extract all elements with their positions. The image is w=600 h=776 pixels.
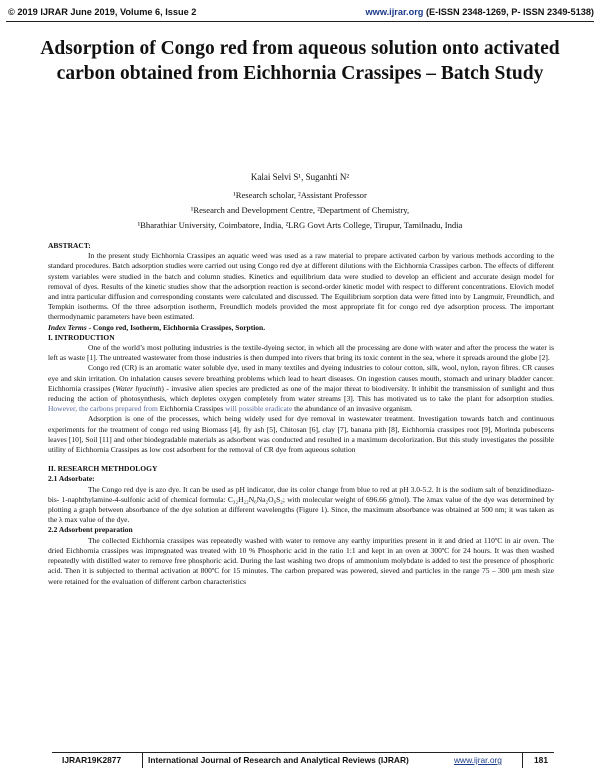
adsorbate-paragraph: The Congo red dye is azo dye. It can be used as pH indicator, due its color change from blue to red at pH 3.0-5.2. It is the sodium salt of benzidinediazo-bis- 1-naphthylamine-4-sulfonic acid of chemical formula: C₃₂H₂₂N₆Na₂O₆S₂; with molecular weight of 696.66 g/mol). The λmax value of the dye was determined by plotting a graph between absorbance of the dye solution at different wavelengths (Figure 1). Since, the maximum absorbance was obtained at 500 nm; it was taken as the λ max value of the dye.	[48, 484, 554, 525]
introduction-heading: I. INTRODUCTION	[48, 332, 115, 342]
running-footer	[52, 752, 554, 767]
methodology-heading: II. RESEARCH METHDOLOGY	[48, 464, 158, 474]
author-affiliation-2: ¹Research and Development Centre, ²Department of Chemistry,	[190, 205, 410, 215]
abstract-text: In the present study Eichhornia Crassipes an aquatic weed was used as a raw material to prepare activated carbon by various methods according to the standard procedures. Batch adsorption studies were carried out using Congo red dye at different dilutions with the Eichhornia Crassipes carbon. The effects of different system variables were studied in the batch and column studies. Kinetics and equilibrium data were studied to develop an efficient and accurate design model for removal of dyes. Results of the kinetic studies show that the adsorption reaction is second-order kinetic model with respect to different concentrations. Elovich model and intra particular diffusion and corresponding constants were calculated and discussed. The Equilibrium sorption data were fitted into by Langmuir, Freundlich, and Tempkin isotherms. Of the three adsorption isotherm, Freundlich models provided the most appropriate fit for congo red dye adsorption process. The important thermodynamic parameters have been estimated.	[48, 251, 554, 322]
header-right	[366, 7, 594, 17]
adsorbent-subheading: 2.2 Adsorbent preparation	[48, 525, 133, 535]
author-block	[0, 170, 600, 233]
index-terms-value: - Congo red, Isotherm, Eichhornia Crassipes, Sorption.	[86, 322, 266, 332]
author-names: Kalai Selvi S¹, Suganhti N²	[250, 172, 350, 182]
adsorbate-subheading: 2.1 Adsorbate:	[48, 474, 95, 484]
author-affiliation-3: ¹Bharathiar University, Coimbatore, India, ²LRG Govt Arts College, Tirupur, Tamilnadu, India	[137, 220, 463, 230]
footer-site-link[interactable]: www.ijrar.org	[454, 755, 502, 765]
paper-title: Adsorption of Congo red from aqueous solution onto activated carbon obtained from Eichhornia Crassipes – Batch Study	[40, 38, 560, 84]
page-number: 181	[534, 755, 548, 765]
header-issn: (E-ISSN 2348-1269, P- ISSN 2349-5138)	[425, 7, 594, 17]
index-terms-label: Index Terms	[48, 322, 87, 332]
intro-paragraph-1: One of the world’s most polluting industries is the textile-dyeing sector, in which all the processing are done with water and after the process the water is left as waste [1]. The untreated wastewater from those industries is then dumped into rivers that bring its toxic content in the sea, where it spreads around the globe [2].	[48, 343, 554, 363]
running-header	[6, 4, 594, 20]
intro-paragraph-2: Congo red (CR) is an aromatic water soluble dye, used in many textiles and dyeing industries to colour cotton, silk, wool, nylon, rayon fibres. CR causes eye and skin irritation. On inhalation causes severe breathing problems which lead to heart diseases. On ingestion causes mouth, stomach and urinary bladder cancer. Eichhornia crassipes (Water hyacinth) - invasive alien species are predicted as one of the major threat to biodiversity. It inhibit the transmission of sunlight and thus reducing the action of photosynthesis, which depletes oxygen completely from water streams [3]. This has motivated us to take the plant for adsorption studies. However, the carbons prepared from Eichhornia Crassipes will possible eradicate the abundance of an invasive organism.	[48, 363, 554, 414]
journal-issue: © 2019 IJRAR June 2019, Volume 6, Issue 2	[8, 7, 197, 17]
header-site-link[interactable]: www.ijrar.org	[365, 7, 424, 17]
footer-journal: International Journal of Research and Analytical Reviews (IJRAR)	[148, 755, 409, 765]
intro-paragraph-3: Adsorption is one of the processes, which being widely used for dye removal in wastewater treatment. Investigation towards batch and continuous experiments for the treatment of congo red using Biomass [4], fly ash [5], Chitosan [6], clay [7], banana pith [8], Eichhornia crassipes root [9], Morinda pubescens leaves [10], Soil [11] and other biodegradable materials as adsorbent was conducted and resulted in a maximum decolorization. But this study investigates the possible utility of Eichhornia Crassipes as low cost adsorbent for the removal of CR dye from aqueous solution	[48, 414, 554, 455]
index-terms	[48, 323, 554, 333]
author-affiliation-1: ¹Research scholar, ²Assistant Professor	[233, 190, 367, 200]
header-rule	[6, 21, 594, 22]
footer-paper-id: IJRAR19K2877	[62, 755, 122, 765]
paper-body	[48, 241, 554, 587]
abstract-heading: ABSTRACT:	[48, 241, 91, 250]
adsorbent-paragraph: The collected Eichhornia crassipes was repeatedly washed with water to remove any earthy impurities present in it and dried at 110ºC in air oven. The dried Eichhornia crassipes was impregnated was treated with 10 % Phosphoric acid in the ratio 1:1 and kept in an oven at 300ºC for 24 hours. It was then washed repeatedly with distilled water to remove free phosphoric acid. During the last washing two drops of ammonium molybdate is added to test the presence of phosphoric acid. Then it is subjected to thermal activation at 800ºC for 15 minutes. The carbon prepared was powered, sieved and particles in the range 75 – 300 μm mesh size were retained for the evaluation of different carbon characteristics	[48, 535, 554, 586]
